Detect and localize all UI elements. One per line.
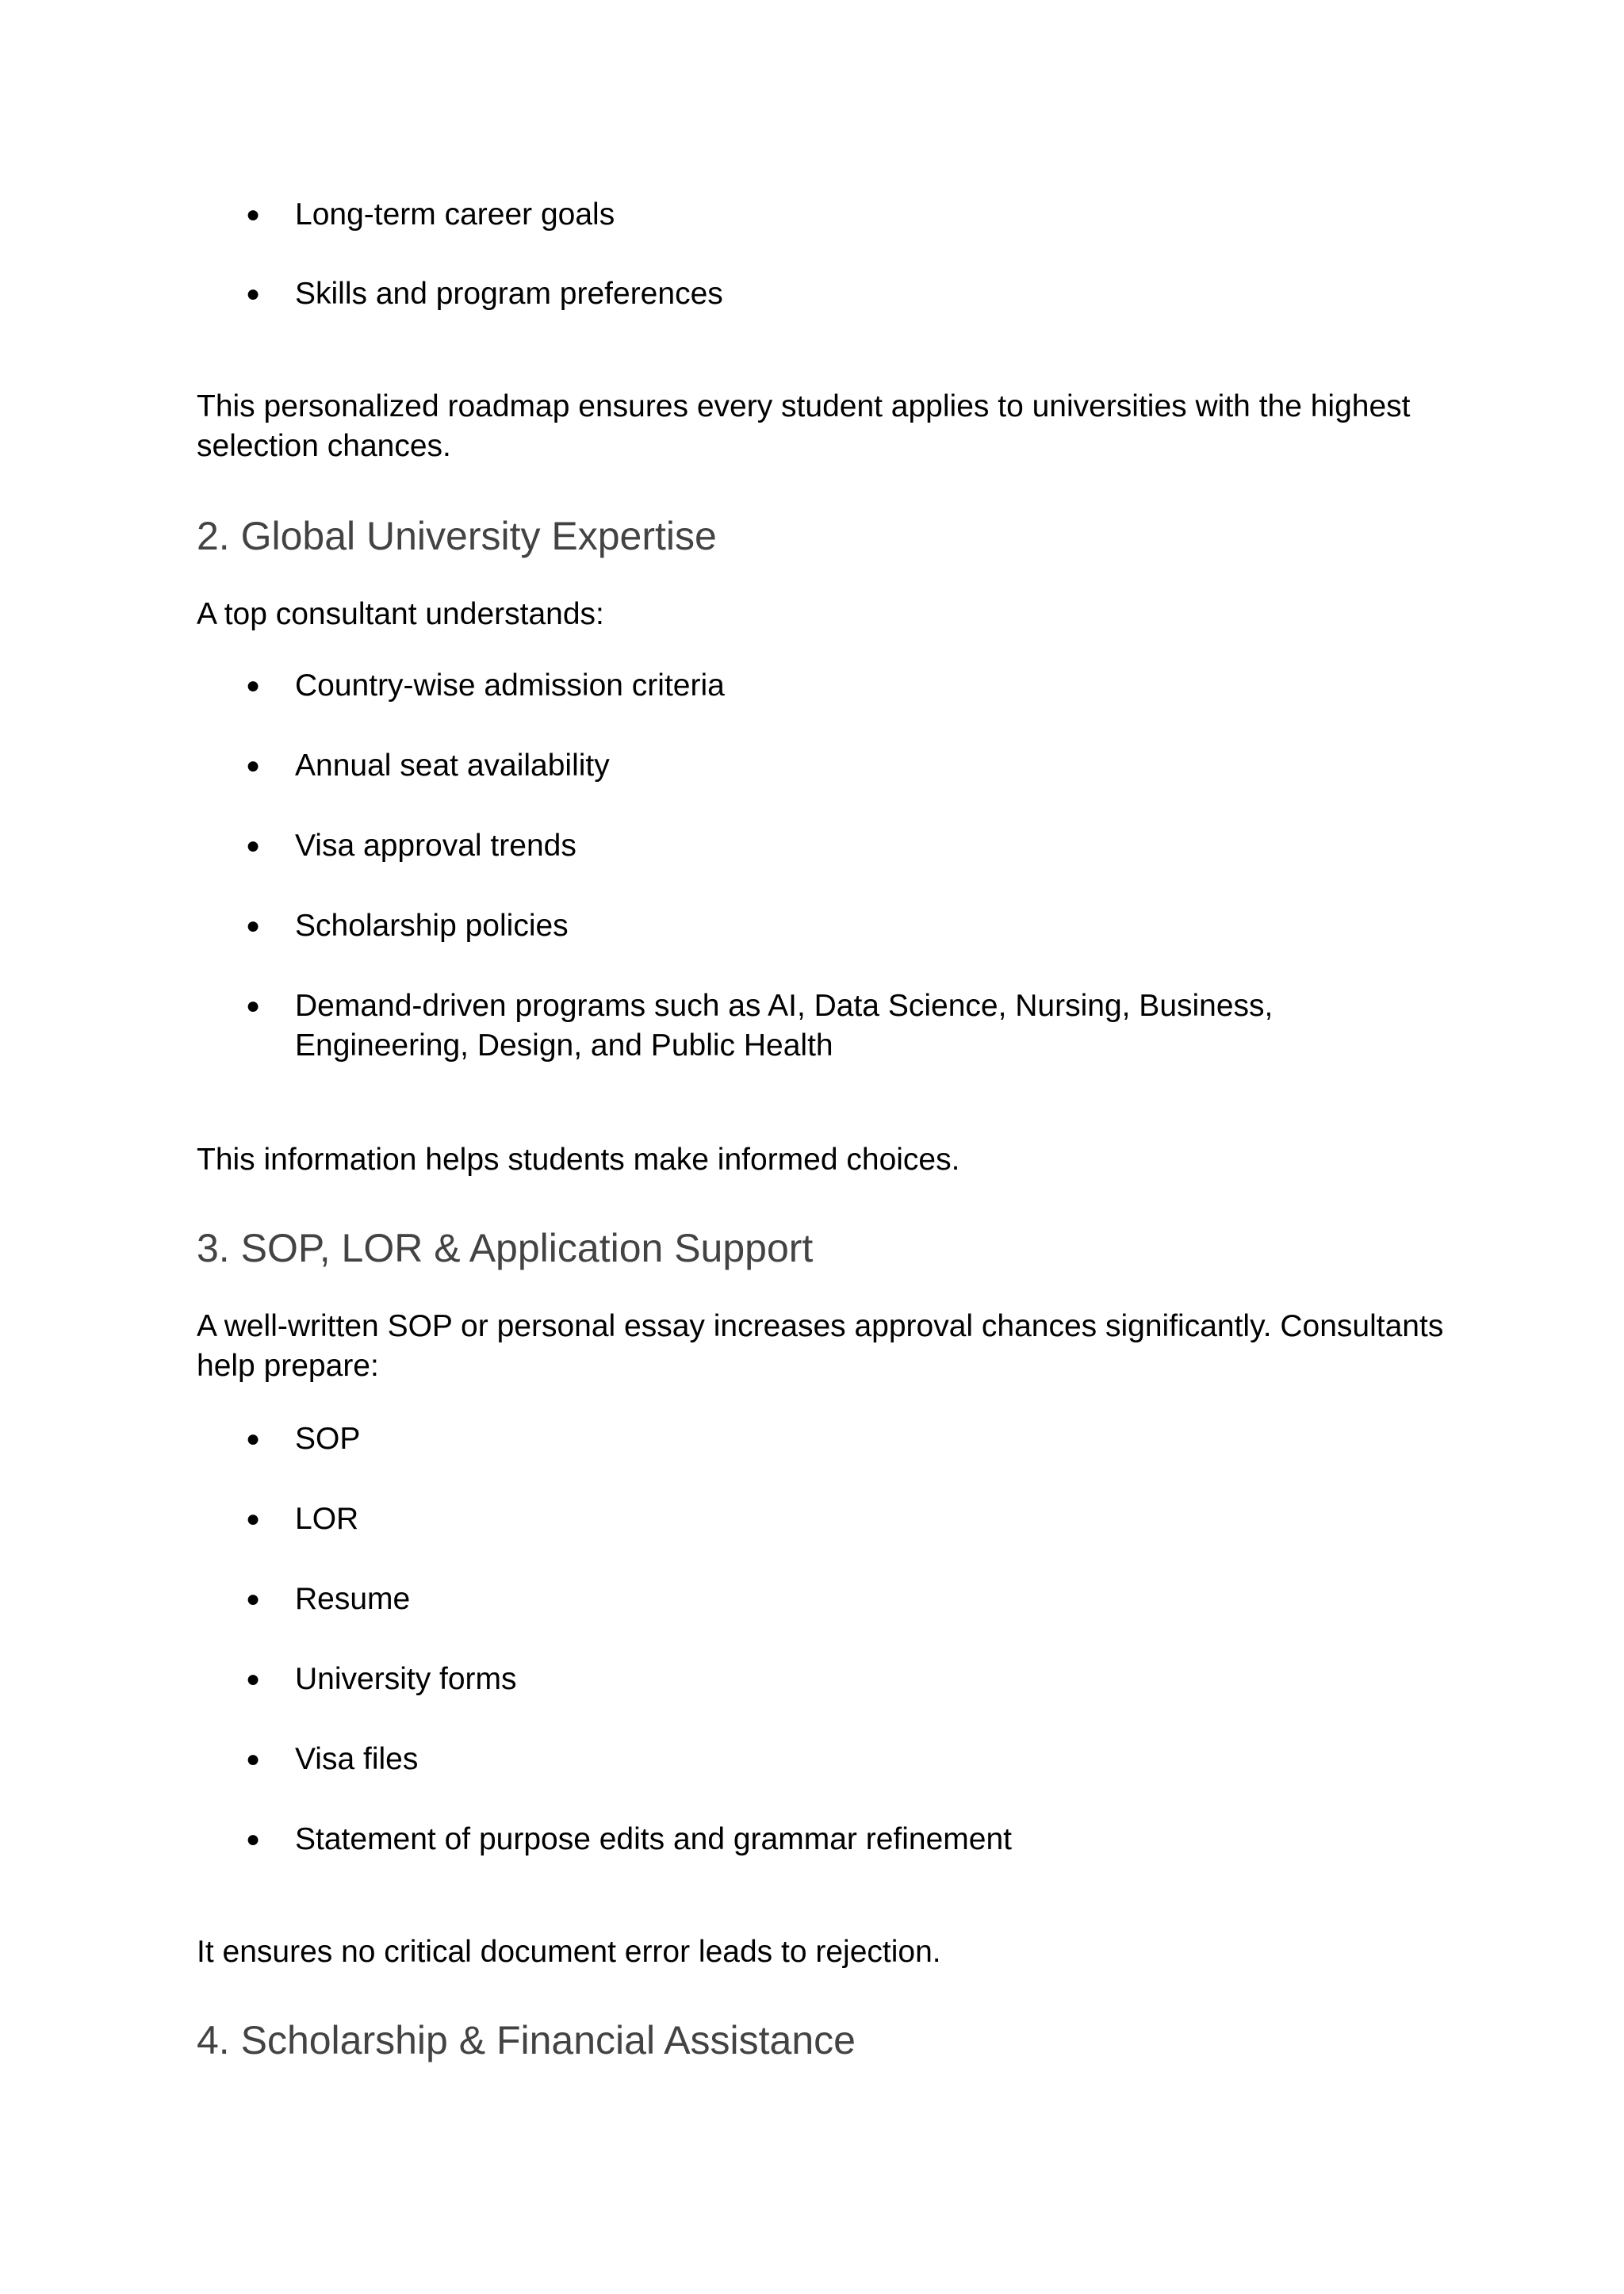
list-item-text: Visa files — [295, 1742, 419, 1776]
list-item-text: SOP — [295, 1422, 361, 1456]
bullet-icon: ● — [246, 833, 261, 859]
list-item — [246, 1820, 1453, 1859]
list-item — [246, 1419, 1453, 1459]
list-item-text: Visa approval trends — [295, 829, 576, 863]
list-item — [246, 274, 1453, 314]
list-item-text: Annual seat availability — [295, 749, 610, 783]
section-3-closing: It ensures no critical document error leads to rejection. — [197, 1935, 941, 1969]
bullet-icon: ● — [246, 1746, 261, 1772]
section-2-intro: A top consultant understands: — [197, 597, 604, 631]
list-item-text: Statement of purpose edits and grammar refinement — [295, 1822, 1012, 1856]
section-heading-2: 2. Global University Expertise — [197, 514, 717, 558]
list-item — [246, 986, 1453, 1066]
list-item-text: LOR — [295, 1502, 359, 1536]
section-2-closing: This information helps students make informed choices. — [197, 1143, 960, 1177]
bullet-icon: ● — [246, 281, 261, 307]
bullet-icon: ● — [246, 1666, 261, 1692]
list-item — [246, 746, 1453, 786]
list-item — [246, 195, 1453, 235]
bullet-icon: ● — [246, 1506, 261, 1532]
bullet-icon: ● — [246, 1826, 261, 1852]
bullet-icon: ● — [246, 201, 261, 228]
list-item — [246, 906, 1453, 946]
bullet-icon: ● — [246, 753, 261, 779]
list-item-text: Long-term career goals — [295, 197, 615, 232]
list-item — [246, 1499, 1453, 1539]
list-item-text: Country-wise admission criteria — [295, 668, 725, 703]
list-item-text: Scholarship policies — [295, 909, 569, 943]
section-3-intro: A well-written SOP or personal essay increases approval chances significantly. Consultants help prepare: — [197, 1309, 1444, 1383]
list-item — [246, 666, 1453, 706]
list-item-text: University forms — [295, 1662, 517, 1696]
list-item-text: Demand-driven programs such as AI, Data Science, Nursing, Business, Engineering, Design, and Public Health — [295, 989, 1274, 1063]
bullet-icon: ● — [246, 1586, 261, 1612]
section-heading-4: 4. Scholarship & Financial Assistance — [197, 2018, 856, 2062]
list-item — [246, 1660, 1453, 1699]
list-item-text: Resume — [295, 1582, 411, 1616]
list-item — [246, 826, 1453, 866]
bullet-icon: ● — [246, 993, 261, 1019]
paragraph-roadmap: This personalized roadmap ensures every student applies to universities with the highest selection chances. — [197, 389, 1411, 463]
list-item-text: Skills and program preferences — [295, 277, 723, 311]
list-item — [246, 1580, 1453, 1619]
bullet-icon: ● — [246, 672, 261, 699]
bullet-icon: ● — [246, 1426, 261, 1452]
section-heading-3: 3. SOP, LOR & Application Support — [197, 1226, 814, 1270]
list-item — [246, 1740, 1453, 1779]
bullet-icon: ● — [246, 913, 261, 939]
